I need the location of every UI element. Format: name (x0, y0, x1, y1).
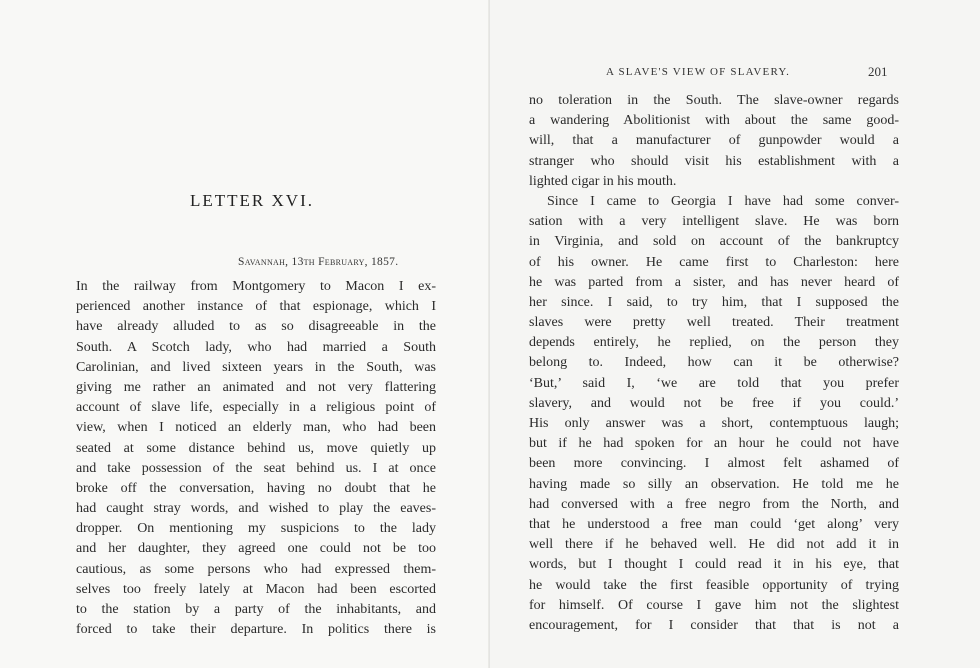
text-line: he would take the first feasible opportunity of trying (529, 577, 899, 593)
text-line: ‘But,’ said I, ‘we are told that you prefer (529, 375, 899, 391)
text-line: Carolinian, and lived sixteen years in the South, was (76, 359, 436, 375)
text-line: In the railway from Montgomery to Macon I ex- (76, 279, 436, 294)
text-line: belong to. Indeed, how can it be otherwise? (529, 355, 899, 371)
text-line: His only answer was a short, contemptuous laugh; (529, 416, 899, 431)
text-line: a wandering Abolitionist with about the same good- (529, 113, 899, 129)
text-line: South. A Scotch lady, who had married a South (76, 339, 436, 355)
text-line: slavery, and would not be free if you could.’ (529, 395, 899, 411)
text-line: will, that a manufacturer of gunpowder would a (529, 133, 899, 149)
running-head: A SLAVE'S VIEW OF SLAVERY. (606, 66, 791, 78)
text-line: that he understood a free man could ‘get along’ very (529, 516, 899, 532)
text-line: in Virginia, and sold on account of the bankruptcy (529, 234, 899, 250)
text-line: had caught stray words, and wished to play the eaves- (76, 501, 436, 517)
text-line: view, when I noticed an elderly man, who had been (76, 420, 436, 436)
text-line: sation with a very intelligent slave. He was born (529, 214, 899, 230)
text-line: and take possession of the seat behind us. I at once (76, 460, 436, 476)
text-line: and her daughter, they agreed one could not be too (76, 541, 436, 557)
text-line: lighted cigar in his mouth. (529, 173, 677, 189)
text-line: forced to take their departure. In politics there is (76, 622, 436, 638)
text-line: have already alluded to as so disagreeable in the (76, 319, 436, 335)
text-line: her since. I said, to try him, that I supposed the (529, 294, 899, 310)
text-line: well there if he behaved well. He did not add it in (529, 537, 899, 553)
dateline: Savannah, 13th February, 1857. (238, 256, 399, 268)
text-line: dropper. On mentioning my suspicions to the lady (76, 521, 436, 537)
text-line: been more convincing. I almost felt ashamed of (529, 456, 899, 472)
text-line: Since I came to Georgia I have had some conver- (547, 193, 899, 209)
text-line: he was parted from a sister, and has never heard of (529, 274, 899, 290)
text-line: broke off the conversation, having no doubt that he (76, 480, 436, 496)
text-line: but if he had spoken for an hour he could not have (529, 436, 899, 452)
right-page-text (529, 91, 899, 636)
text-line: slaves were pretty well treated. Their treatment (529, 315, 899, 331)
text-line: to the station by a party of the inhabitants, and (76, 602, 436, 617)
text-line: perienced another instance of that espionage, which I (76, 299, 436, 315)
text-line: for himself. Of course I gave him not the slightest (529, 597, 899, 613)
text-line: of his owner. He came first to Charleston: here (529, 254, 899, 270)
text-line: words, but I thought I could read it in his eye, that (529, 557, 899, 573)
text-line: giving me rather an animated and not very flattering (76, 379, 436, 395)
text-line: selves too freely lately at Macon had been escorted (76, 581, 436, 597)
text-line: seated at some distance behind us, move quietly up (76, 440, 436, 456)
page-number: 201 (868, 64, 888, 79)
text-line: account of slave life, especially in a religious point of (76, 400, 436, 416)
text-line: depends entirely, he replied, on the person they (529, 335, 899, 351)
left-page-text (76, 277, 436, 640)
text-line: had conversed with a free negro from the North, and (529, 496, 899, 512)
text-line: stranger who should visit his establishment with a (529, 153, 899, 169)
letter-heading: LETTER XVI. (190, 191, 314, 210)
text-line: no toleration in the South. The slave-owner regards (529, 93, 899, 108)
text-line: having made so silly an observation. He told me he (529, 476, 899, 492)
text-line: cautious, as some persons who had expressed them- (76, 561, 436, 577)
text-line: encouragement, for I consider that that is not a (529, 617, 899, 633)
